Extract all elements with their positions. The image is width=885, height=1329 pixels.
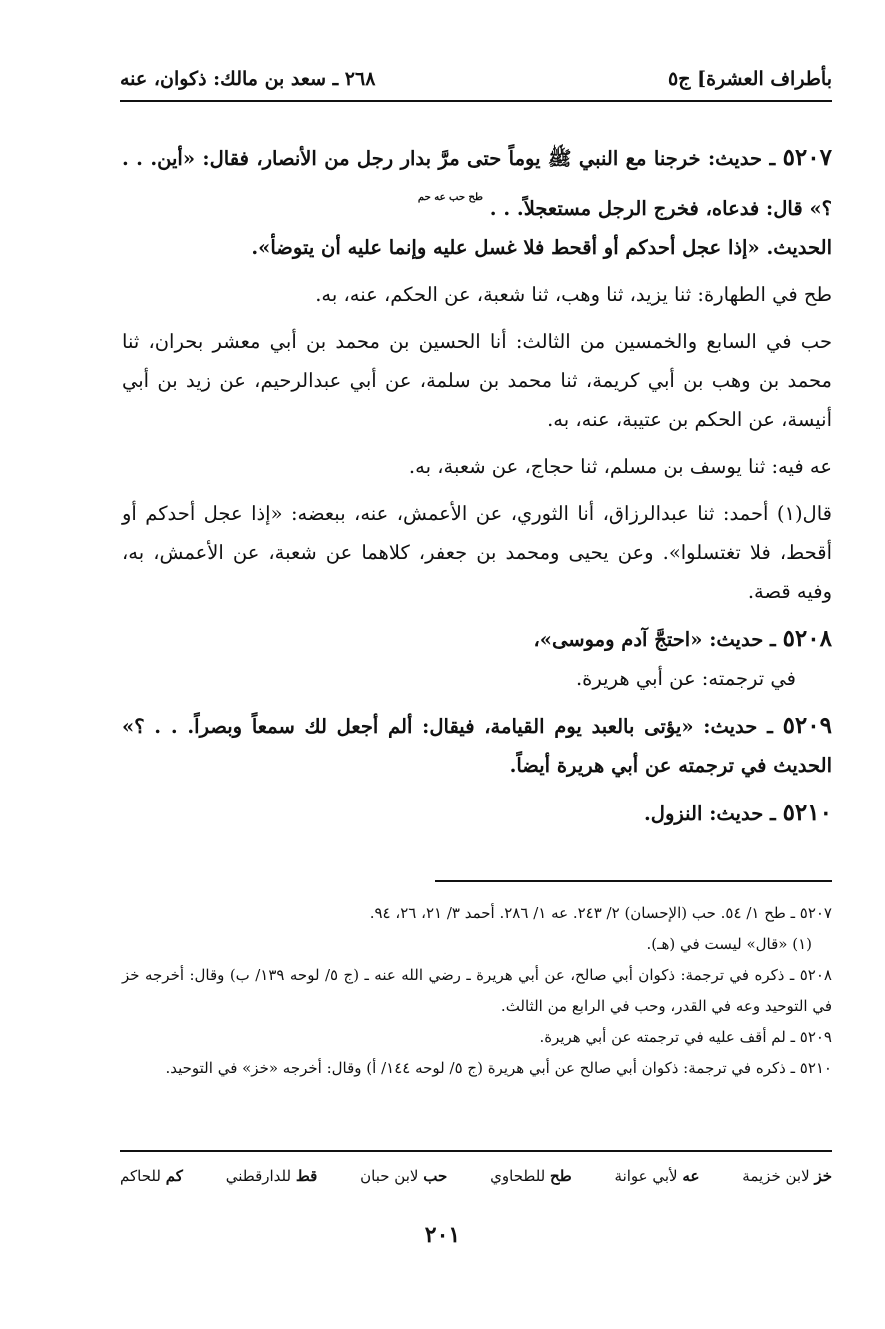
entry-number: ٥٢٠٩: [782, 712, 832, 739]
entry-lead: ـ حديث:: [709, 802, 776, 825]
footnote-5210: ٥٢١٠ ـ ذكره في ترجمة: ذكوان أبي صالح عن أبي هريرة (ج ٥/ لوحه ١٤٤/ أ) وقال: أخرجه «خز» في التوحيد.: [165, 1059, 832, 1077]
entry-5208: [122, 619, 832, 698]
footnote-1: (١) «قال» ليست في (هـ).: [646, 935, 812, 953]
takhrij-ibn-hibban: حب في السابع والخمسين من الثالث: أنا الحسين بن محمد بن أبي معشر بحران، ثنا محمد بن وهب بن أبي كريمة، ثنا محمد بن سلمة، عن أبي عبدالرحيم، عن زيد بن أبي أنيسة، عن الحكم بن عتيبة، عنه، به.: [122, 330, 832, 431]
footnotes: [122, 898, 832, 1084]
footnote-5207: ٥٢٠٧ ـ طح ١/ ٥٤. حب (الإحسان) ٢/ ٢٤٣. عه ١/ ٢٨٦. أحمد ٣/ ٢١، ٢٦، ٩٤.: [369, 904, 832, 922]
legend-item: كم للحاكم: [120, 1167, 183, 1185]
page-number: ٢٠١: [424, 1222, 461, 1248]
abbreviation-legend: [120, 1167, 832, 1185]
legend-item: قط للدارقطني: [225, 1167, 318, 1185]
hadith-continuation: الحديث. «إذا عجل أحدكم أو أقحط فلا غسل عليه وإنما عليه أن يتوضأ».: [251, 236, 832, 259]
entry-lead: ـ حديث:: [703, 715, 773, 738]
header-book-title: بأطراف العشرة] ج٥: [668, 68, 832, 90]
entry-5207-heading: [122, 138, 832, 228]
legend-item: حب لابن حبان: [360, 1167, 448, 1185]
entry-5208-heading: [122, 619, 832, 659]
main-text: [122, 138, 832, 841]
running-header: [120, 62, 832, 96]
header-divider: [120, 100, 832, 102]
header-section-title: ٢٦٨ ـ سعد بن مالك: ذكوان، عنه: [120, 68, 376, 90]
legend-item: خز لابن خزيمة: [742, 1167, 832, 1185]
takhrij-abu-awana: عه فيه: ثنا يوسف بن مسلم، ثنا حجاج، عن شعبة، به.: [408, 455, 832, 478]
hadith-text: «يؤتى بالعبد يوم القيامة، فيقال: ألم أجعل لك سمعاً وبصراً. . . ؟» الحديث في ترجمته عن أبي هريرة أيضاً.: [122, 715, 832, 777]
footnote-separator: [435, 880, 832, 882]
entry-5209-heading: [122, 706, 832, 785]
entry-number: ٥٢٠٧: [782, 144, 832, 171]
hadith-text: النزول.: [644, 802, 703, 825]
takhrij-tahawi: طح في الطهارة: ثنا يزيد، ثنا وهب، ثنا شعبة، عن الحكم، عنه، به.: [315, 283, 832, 306]
entry-5208-note: في ترجمته: عن أبي هريرة.: [575, 667, 796, 690]
entry-5210-heading: [122, 793, 832, 833]
legend-item: عه لأبي عوانة: [614, 1167, 700, 1185]
legend-item: طح للطحاوي: [490, 1167, 572, 1185]
entry-5207: [122, 138, 832, 611]
footnote-5208: ٥٢٠٨ ـ ذكره في ترجمة: ذكوان أبي صالح، عن أبي هريرة ـ رضي الله عنه ـ (ج ٥/ لوحه ١٣٩/ ب) وقال: أخرجه خز في التوحيد وعه في القدر، وحب في الرابع من الثالث.: [122, 966, 832, 1015]
footnote-5209: ٥٢٠٩ ـ لم أقف عليه في ترجمته عن أبي هريرة.: [539, 1028, 832, 1046]
entry-5210: [122, 793, 832, 833]
entry-number: ٥٢٠٨: [782, 625, 832, 652]
hadith-text: خرجنا مع النبي ﷺ يوماً حتى مرَّ بدار رجل من الأنصار، فقال: «أين. . . ؟» قال: فدعاه، فخرج الرجل مستعجلاً. . .: [122, 147, 832, 220]
takhrij-ahmad: قال(١) أحمد: ثنا عبدالرزاق، أنا الثوري، عن الأعمش، عنه، ببعضه: «إذا عجل أحدكم أو أقحط، فلا تغتسلوا». وعن يحيى ومحمد بن جعفر، كلاهما عن شعبة، عن الأعمش، به، وفيه قصة.: [122, 502, 832, 603]
entry-lead: ـ حديث:: [707, 147, 776, 170]
source-sigla: طح حب عه حم: [417, 192, 483, 203]
legend-divider: [120, 1150, 832, 1152]
entry-lead: ـ حديث:: [709, 628, 776, 651]
entry-number: ٥٢١٠: [782, 799, 832, 826]
entry-5209: [122, 706, 832, 785]
hadith-text: «احتجَّ آدم وموسى»،: [533, 628, 703, 651]
